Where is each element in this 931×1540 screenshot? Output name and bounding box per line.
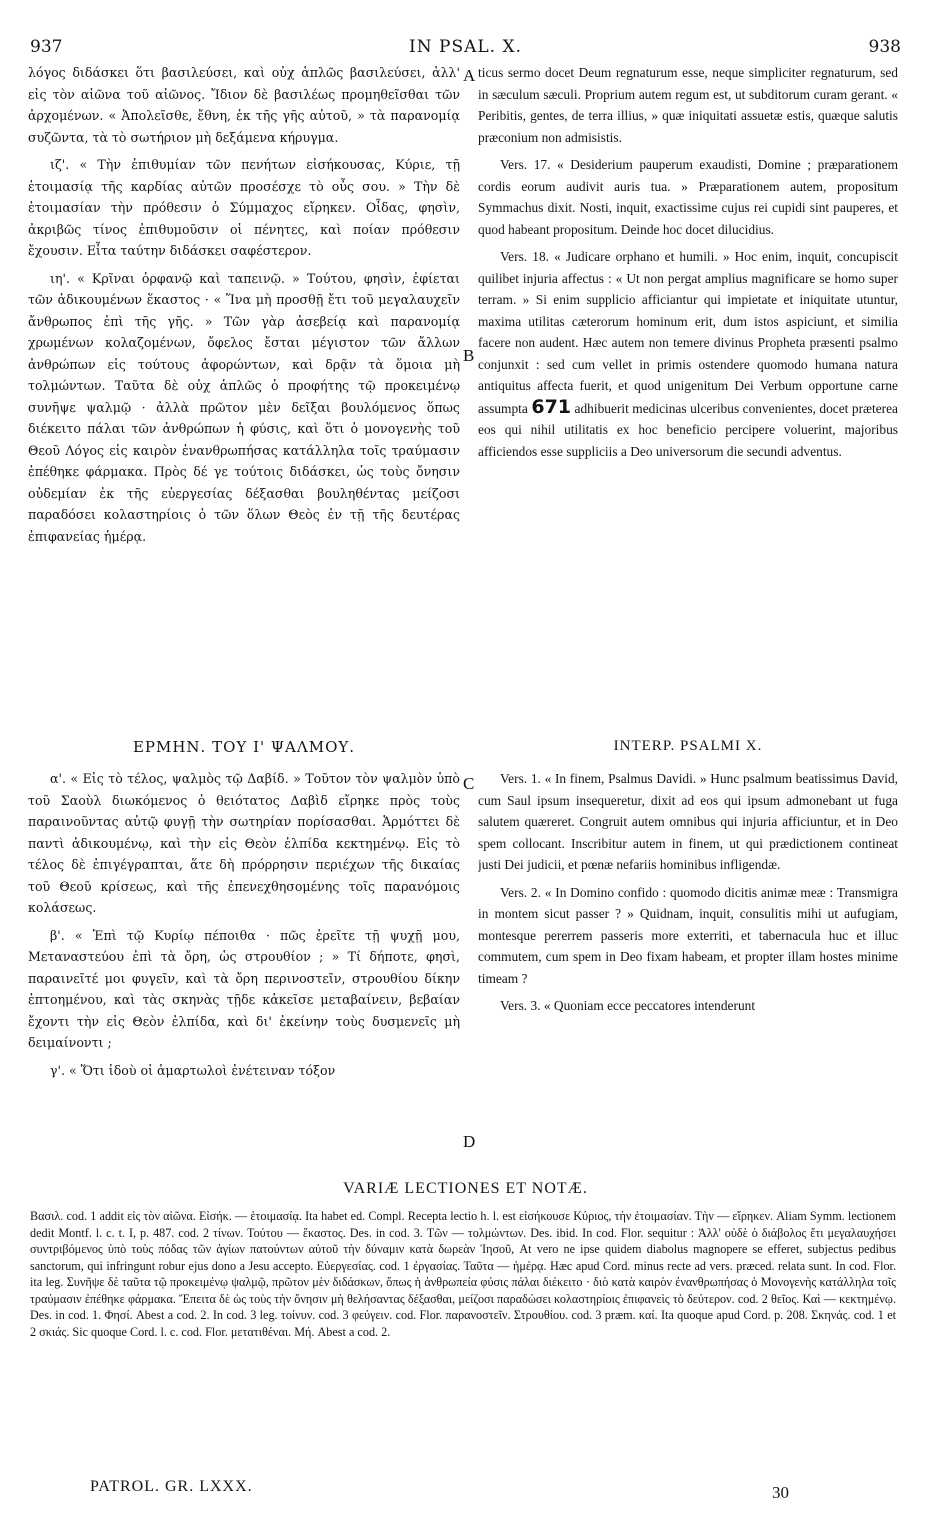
margin-letter-a: A — [463, 66, 476, 85]
greek-paragraph: β'. « Ἐπὶ τῷ Κυρίῳ πέποιθα · πῶς ἐρεῖτε τῇ ψυχῇ μου, Μεταναστεύου ἐπὶ τὰ ὄρη, ὡς στρουθίον ; » Τί δήποτε, φησὶ, παραινεῖτέ μοι φυγεῖν, καὶ τὰ ὄρη περινοστεῖν, στρουθίου δίκην ἐπτοημένου, καὶ τὰς σκηνὰς τῇδε κἀκεῖσε μεταβαίνειν, βεβαίαν ἔχοντι τὴν εἰς Θεὸν ἐλπίδα, καὶ δι' ἐκείνην τοὺς δυσμενεῖς μὴ δειμαίνοντι ; — [28, 927, 460, 1050]
latin-paragraph — [478, 246, 898, 462]
margin-letter-b: B — [463, 346, 475, 365]
greek-paragraph: ιζ'. « Τὴν ἐπιθυμίαν τῶν πενήτων εἰσήκουσας, Κύριε, τῇ ἑτοιμασίᾳ τῆς καρδίας αὐτῶν προσέσχε τὸ οὖς σου. » Τὴν δὲ ἑτοιμασίαν τὴν πρόθεσιν ὁ Σύμμαχος εἴρηκεν. Οἶδας, φησὶν, ἀκριβῶς τίνος ἐπιθυμοῦσιν οἱ πένητες, καὶ ποίαν πρόθεσιν ἔχουσιν. Εἶτα ταύτην διδάσκει σαφέστερον. — [28, 157, 460, 258]
notes-title: VARIÆ LECTIONES ET NOTÆ. — [343, 1180, 588, 1197]
greek-interpretation-column — [28, 768, 460, 1168]
latin-commentary-column — [478, 62, 898, 727]
notes-body: Βασιλ. cod. 1 addit εἰς τὸν αἰῶνα. Εἰσήκ. — ἑτοιμασίᾳ. Ita habet ed. Compl. Recepta lectio h. l. est εἰσήκουσε Κύριος, τὴν ἑτοιμασίαν. Τὴν — εἴρηκεν. Aliam Symm. lectionem dedit Montf. l. c. t. I, p. 487. cod. 2 τίνων. Τούτου — ἕκαστος. Des. in cod. 3. Τῶν — τολμώντων. Des. ibid. In cod. Flor. sequitur : Ἀλλ' οὐδὲ ὁ διάβολος ἔτι μεγαλαυχήσει συντριβόμενος ὑπὸ τοὺς πόδας τῶν ἁγίων πατούντων αὐτοῦ τὴν δύναμιν κατὰ δωρεὰν Ἰησοῦ, At vero ne ipse quidem diabolus magnopere se efferet, subjectus pedibus sanctorum, qui infringunt robur ejus dono a Jesu accepto. Εὐεργεσίας. cod. 1 ἐργασίας. Ταῦτα — ἡμέρᾳ. Hæc apud Cord. minus recte ad vers. præced. relata sunt. In cod. Flor. ita leg. Συνῆψε δὲ ταῦτα τῷ προκειμένῳ ψαλμῷ, πρῶτον μὲν διδάσκων, ὅπως ἡ ἀνθρωπεία φύσις πάλαι διέκειτο · διὸ κατὰ καιρὸν ἐνανθρωπήσας ὁ Μονογενὴς κατάλληλα τοῖς τραύμασιν ἐπέθηκε φάρμακα. Ἔπειτα δὲ ὡς τοὺς τὴν ὄνησιν μὴ θελήσαντας δέξασθαι, μείζοσι παραδώσει κολαστηρίοις ἐπιφανεὶς τὸ δεύτερον. cod. 2 θεῖος. Καὶ — κεκτημένῳ. Des. in cod. 1. Φησί. Abest a cod. 2. In cod. 3 leg. τοίνυν. cod. 3 φεύγειν. cod. Flor. παρανοστεῖν. Στρουθίου. cod. 3 præm. καί. Ita quoque apud Cord. p. 208. Σκηνάς. cod. 1 et 2 σκιάς. Sic quoque Cord. l. c. cod. Flor. μετατιθέναι. Μή. Abest a cod. 2. — [30, 1209, 896, 1339]
latin-interpretation-column — [478, 768, 898, 1168]
greek-paragraph: λόγος διδάσκει ὅτι βασιλεύσει, καὶ οὐχ ἁπλῶς βασιλεύσει, ἀλλ' εἰς τὸν αἰῶνα τοῦ αἰῶνος. Ἴδιον δὲ βασιλέως προμηθεῖσθαι τῶν ἀρχομένων. « Ἀπολεῖσθε, ἔθνη, ἐκ τῆς γῆς αὐτοῦ, » τὰ παρανομίᾳ συζῶντα, τὰ τὸ σωτήριον μὴ δεξάμενα κήρυγμα. — [28, 65, 460, 145]
column-number-marker: 671 — [531, 395, 572, 418]
greek-paragraph: α'. « Εἰς τὸ τέλος, ψαλμὸς τῷ Δαβίδ. » Τοῦτον τὸν ψαλμὸν ὑπὸ τοῦ Σαοὺλ διωκόμενος ὁ θειότατος Δαβὶδ εἴρηκε πρὸς τοὺς παραινοῦντας αὐτῷ φυγῇ τὴν σωτηρίαν πορίσασθαι. Ἁρμόττει δὲ παντὶ ἀδικουμένῳ, καὶ τὴν εἰς Θεὸν ἐλπίδα κεκτημένῳ. Εἰς τὸ τέλος δὲ ἐπιγέγραπται, ἅτε δὴ πρόρρησιν περιέχων τῆς δικαίας τοῦ Θεοῦ κρίσεως, καὶ τῆς ἐπενεχθησομένης τοῖς παρανόμοις κολάσεως. — [28, 771, 460, 915]
greek-commentary-column — [28, 62, 460, 727]
running-head — [0, 36, 931, 58]
latin-text: adhibuerit medicinas ulceribus convenientes, docet præterea eos qui nihil utilitatis ex hoc beneficio percipere voluerint, majoribus afficiendos esse suppliciis a Deo universorum die secundi adventus. — [478, 400, 898, 459]
margin-letter-c: C — [463, 774, 475, 793]
latin-paragraph: Vers. 17. « Desiderium pauperum exaudisti, Domine ; præparationem cordis eorum audivit auris tua. » Præparationem autem, propositum Symmachus dixit. Nosti, inquit, exactissime cujus rei cupidi sint pauperes, et quod habeant propositum. Deinde hoc docet dilucidius. — [478, 157, 898, 237]
latin-paragraph: Vers. 3. « Quoniam ecce peccatores intenderunt — [500, 998, 756, 1013]
footer-volume: PATROL. GR. LXXX. — [90, 1478, 253, 1495]
greek-paragraph: γ'. « Ὅτι ἰδοὺ οἱ ἁμαρτωλοὶ ἐνέτειναν τόξον — [50, 1062, 336, 1078]
left-column-number: 937 — [30, 37, 63, 57]
latin-paragraph: Vers. 1. « In finem, Psalmus Davidi. » Hunc psalmum beatissimus David, cum Saul ipsum insequeretur, dixit ad eos qui ipsum admonebant ut fuga salutem quæreret. Congruit autem omnibus qui injuria afficiuntur, et in Deo spem collocant. Inscribitur autem in finem, ut qui prædictionem contineat justi Dei judicii, et pœnæ nefariis hominibus infligendæ. — [478, 771, 898, 872]
margin-letter-d: D — [463, 1132, 476, 1151]
page-title: IN PSAL. X. — [409, 37, 522, 57]
latin-paragraph: ticus sermo docet Deum regnaturum esse, neque simpliciter regnaturum, sed in sæculum sæculi. Proprium autem regum est, ut subditorum curam gerant. « Peribitis, gentes, de terra illius, » quæ iniquitati assuetæ estis, quæque salutis præconium non admisistis. — [478, 65, 898, 145]
greek-section-heading: ΕΡΜΗΝ. ΤΟΥ Ι' ΨΑΛΜΟΥ. — [132, 738, 356, 756]
latin-paragraph: Vers. 2. « In Domino confido : quomodo dicitis animæ meæ : Transmigra in montem sicut passer ? » Quidnam, inquit, consulitis mihi ut aufugiam, montesque pererrem passeris more exterriti, et tabernacula huc et illuc commutem, cum spem in Deo fixam habeam, et propter illam hostes minime timeam ? — [478, 884, 898, 986]
greek-paragraph: ιη'. « Κρῖναι ὀρφανῷ καὶ ταπεινῷ. » Τούτου, φησὶν, ἐφίεται τῶν ἀδικουμένων ἕκαστος · « Ἵνα μὴ προσθῇ ἔτι τοῦ μεγαλαυχεῖν ἄνθρωπος ἐπὶ τῆς γῆς. » Τῶν γὰρ ἀσεβείᾳ καὶ παρανομίᾳ χρωμένων κολαζομένων, ὄφελος ἔσται μέγιστον τῶν ἄλλων ἀνθρώπων εἰς τούτους ἀφορώντων, καὶ δρᾷν τὰ ὅμοια μὴ τολμώντων. Ταῦτα δὲ οὐχ ἁπλῶς ὁ προφήτης τῷ προκειμένῳ συνῆψε ψαλμῷ · ἀλλὰ πρῶτον μὲν δεῖξαι βουλόμενος ὅπως διέκειτο πάλαι τῶν ἀνθρώπων ἡ φύσις, καὶ ὅτι ὁ μονογενὴς τοῦ Θεοῦ Λόγος εἰς καιρὸν ἐνανθρωπήσας κατάλληλα τοῖς τραύμασιν ἐπέθηκε φάρμακα. Πρὸς δέ γε τούτοις διδάσκει, ὡς τοὺς ὄνησιν οὐδεμίαν ἐκ τῆς εὐεργεσίας δέξασθαι βουληθέντας μείζοσι παραδόσει κολαστηρίοις ὁ τῶν ὅλων Θεὸς ἐν τῇ τῆς δευτέρας ἐπιφανείας ἡμέρᾳ. — [28, 270, 460, 544]
right-column-number: 938 — [868, 37, 901, 57]
latin-text: Vers. 18. « Judicare orphano et humili. » Hoc enim, inquit, concupiscit quilibet injuria affectus : « Ut non pergat amplius magnificare se homo super terram. » Si enim supplicio afficiantur qui impietate et iniquitate utuntur, maxima utilitas cæterorum hominum erit, dum istos aspiciunt, et similia facere non audent. Hæc autem non temere divinus Propheta præsenti psalmo conjunxit : sed cum vellet in primis ostendere quomodo humana natura antiquitus affecta fuerit, et quod unigenitum Dei Verbum opportune carne assumpta — [478, 249, 898, 416]
footer-signature: 30 — [772, 1483, 789, 1502]
latin-section-heading: INTERP. PSALMI X. — [613, 738, 763, 754]
